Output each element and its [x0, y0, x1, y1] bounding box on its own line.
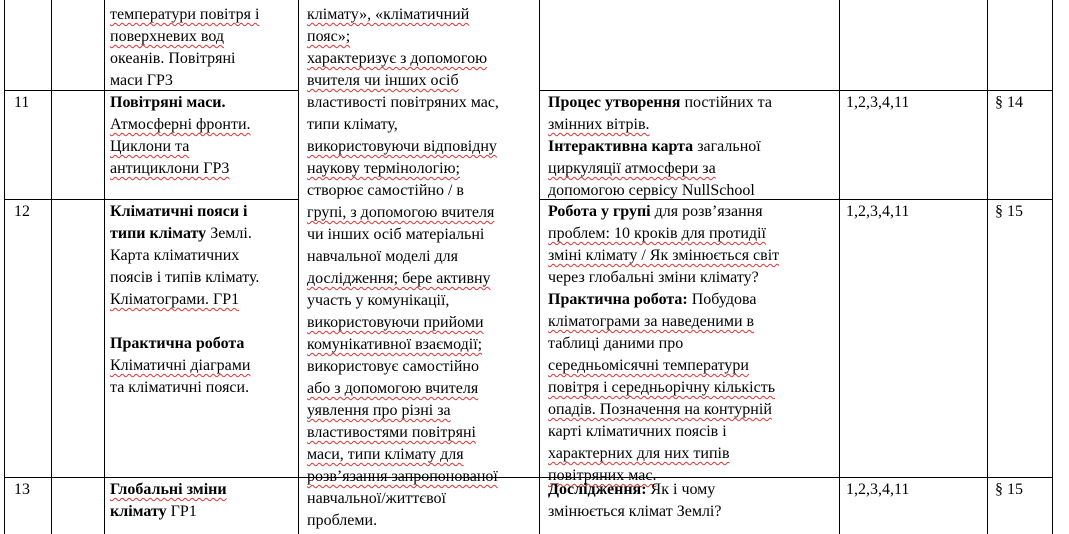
practical-title: Практична робота	[110, 335, 245, 352]
activity-line: проблем: 10 кроків для протидії	[548, 225, 766, 242]
topic-line: поясів і типів клімату.	[110, 269, 260, 286]
outcome-line: характеризує з допомогою	[307, 50, 488, 67]
topic-line: антициклони ГР3	[110, 160, 230, 177]
outcome-line: навчальної/життєвої	[307, 490, 446, 507]
outcome-line: створює самостійно / в	[307, 182, 464, 199]
row-number: 12	[14, 203, 30, 220]
activity-line: допомогою сервісу NullSchool	[548, 182, 755, 199]
outcome-line: вчителя чи інших осіб	[307, 72, 459, 89]
column-divider	[298, 0, 299, 534]
outcome-line: пояс»;	[307, 28, 351, 45]
outcome-line: навчальної моделі для	[307, 248, 459, 265]
outcome-line: участь у комунікації,	[307, 292, 450, 309]
outcome-line: маси, типи клімату для	[307, 446, 464, 463]
outcome-line: групі, з допомогою вчителя	[307, 204, 495, 221]
activity-line: Інтерактивна карта загальної	[548, 138, 761, 155]
outcome-line: властивості повітряних мас,	[307, 94, 499, 111]
outcome-line: або з допомогою вчителя	[307, 380, 479, 397]
paragraph-ref: § 15	[995, 203, 1023, 220]
activity-line: Робота у групі для розв’язання	[548, 203, 763, 220]
activity-line: Практична робота: Побудова	[548, 291, 757, 308]
activity-line: повітря і середньорічну кількість	[548, 379, 776, 396]
activity-line: зміні клімату / Як змінюється світ	[548, 247, 780, 264]
row-number: 11	[14, 94, 30, 111]
outcomes-ref: 1,2,3,4,11	[846, 481, 910, 498]
outcome-line: використовуючи відповідну	[307, 138, 497, 155]
practical-line: Кліматичні діаграми	[110, 357, 251, 374]
outcome-line: дослідження; бере активну	[307, 270, 491, 287]
outcomes-ref: 1,2,3,4,11	[846, 94, 910, 111]
row-number: 13	[14, 481, 30, 498]
topic-cell	[110, 92, 251, 180]
outcome-line: типи клімату,	[307, 116, 398, 133]
outcome-line: клімату», «кліматичний	[307, 6, 470, 23]
column-divider	[839, 0, 840, 534]
topic-line: маси ГР3	[110, 72, 173, 89]
outcome-line: проблеми.	[307, 512, 378, 529]
row-divider	[4, 199, 299, 200]
outcome-line: наукову термінологію;	[307, 160, 460, 177]
topic-line: Кліматограми. ГР1	[110, 291, 240, 308]
activity-cell	[548, 92, 772, 202]
blank-line	[110, 311, 259, 333]
row-divider	[539, 90, 1053, 91]
activity-line: характерних для них типів	[548, 445, 730, 462]
outcome-line: властивостями повітряні	[307, 424, 476, 441]
activity-line: середньомісячні температури	[548, 357, 749, 374]
topic-line: температури повітря і	[110, 6, 260, 23]
paragraph-ref: § 14	[995, 94, 1023, 111]
table-border-right	[1052, 0, 1053, 534]
topic-title: типи клімату Землі.	[110, 225, 252, 242]
topic-title: клімату ГР1	[110, 503, 197, 520]
outcome-line: уявлення про різні за	[307, 402, 451, 419]
column-divider	[51, 0, 52, 534]
activity-line: Дослідження: Як і чому	[548, 481, 716, 498]
topic-title: Повітряні маси.	[110, 94, 226, 111]
practical-line: та кліматичні пояси.	[110, 379, 250, 396]
activity-line: через глобальні зміни клімату?	[548, 269, 759, 286]
activity-line: Процес утворення постійних та	[548, 94, 772, 111]
activity-line: змінних вітрів.	[548, 116, 650, 133]
activity-line: опадів. Позначення на контурній	[548, 401, 772, 418]
activity-line: таблиці даними про	[548, 335, 684, 352]
learning-outcomes-cell	[307, 4, 499, 532]
topic-line: Карта кліматичних	[110, 247, 240, 264]
outcome-line: використовуючи прийоми	[307, 314, 484, 331]
topic-title: Глобальні зміни	[110, 481, 227, 498]
row-divider	[4, 477, 1053, 478]
column-divider	[539, 0, 540, 534]
outcome-line: чи інших осіб матеріальні	[307, 226, 485, 243]
column-divider	[987, 0, 988, 534]
activity-line: карті кліматичних поясів і	[548, 423, 727, 440]
activity-cell	[548, 201, 779, 487]
table-border-left	[4, 0, 5, 534]
activity-line: повітряних мас.	[548, 467, 657, 484]
column-divider	[104, 0, 105, 534]
topic-cell	[110, 201, 259, 399]
topic-cell	[110, 479, 227, 523]
activity-line: циркуляції атмосфери за	[548, 160, 716, 177]
outcome-line: використовує самостійно	[307, 358, 479, 375]
topic-line: Циклони та	[110, 138, 190, 155]
topic-cell-continued	[110, 4, 259, 92]
topic-title: Кліматичні пояси і	[110, 203, 248, 220]
paragraph-ref: § 15	[995, 481, 1023, 498]
outcome-line: комунікативної взаємодії;	[307, 336, 483, 353]
topic-line: поверхневих вод	[110, 28, 225, 45]
outcome-line: розв’язання запропонованої	[307, 468, 498, 485]
activity-line: кліматограми за наведеними в	[548, 313, 755, 330]
topic-line: океанів. Повітряні	[110, 50, 236, 67]
topic-line: Атмосферні фронти.	[110, 116, 251, 133]
activity-line: змінюється клімат Землі?	[548, 503, 722, 520]
activity-cell	[548, 479, 721, 523]
outcomes-ref: 1,2,3,4,11	[846, 203, 910, 220]
